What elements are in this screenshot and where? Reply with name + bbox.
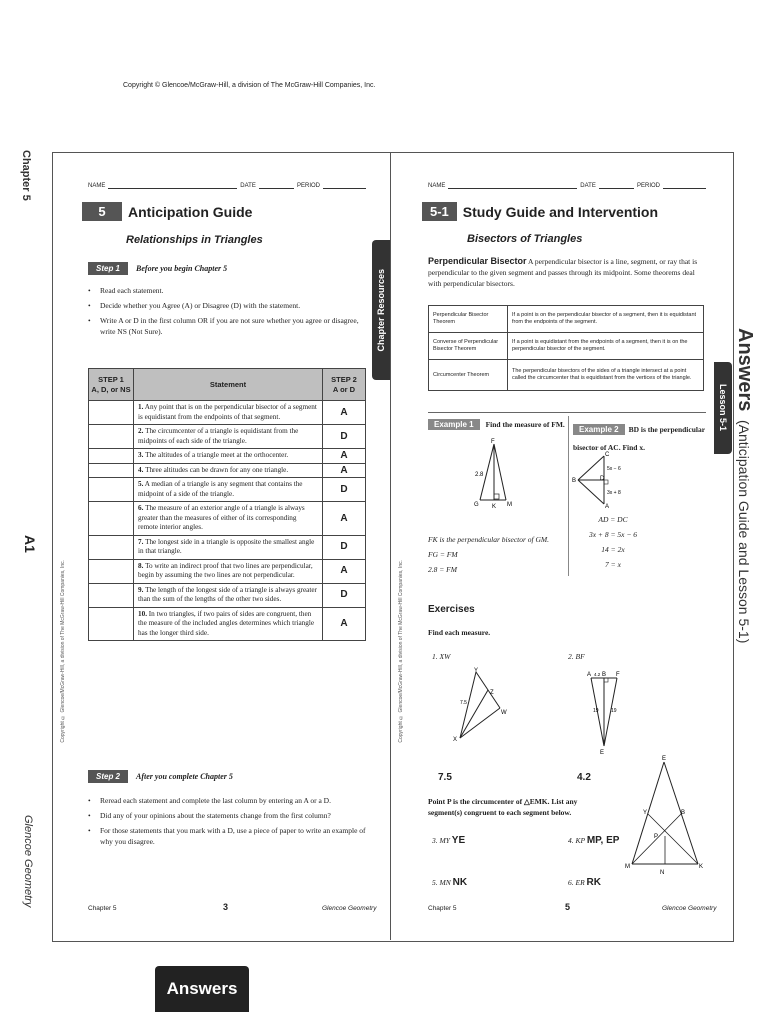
statement-text: Three altitudes can be drawn for any one triangle. — [145, 465, 289, 474]
left-footer-book: Glencoe Geometry — [322, 905, 377, 912]
col-step2: STEP 2 A or D — [323, 369, 366, 401]
label-length: 7.5 — [460, 700, 467, 706]
label-N: N — [660, 870, 665, 876]
step2-answer[interactable]: D — [323, 425, 366, 449]
step2-answer[interactable]: D — [323, 583, 366, 607]
lesson-tab-label: Lesson 5-1 — [718, 384, 728, 432]
label-Y: Y — [643, 810, 648, 816]
table-header-row — [89, 369, 366, 401]
lesson-number: 5-1 — [422, 202, 457, 221]
label-B: B — [681, 810, 686, 816]
label-C: C — [605, 452, 610, 458]
book-side-label: Glencoe Geometry — [22, 815, 34, 908]
right-footer-chapter: Chapter 5 — [428, 905, 457, 912]
left-name-line — [88, 182, 366, 189]
name-blank[interactable] — [108, 182, 237, 189]
statement-cell — [134, 478, 323, 502]
solution-line: 14 = 2x — [601, 545, 625, 554]
step1-cell[interactable] — [89, 559, 134, 583]
lesson-number: 5 — [82, 202, 122, 221]
right-footer-page: 5 — [565, 902, 571, 912]
bullet-item: • Reread each statement and complete the last column by entering an A or a D. — [88, 795, 368, 806]
statement-number: 4. — [138, 465, 144, 474]
statement-text: The altitudes of a triangle meet at the orthocenter. — [145, 451, 289, 459]
exercises-intro: Find each measure. — [428, 628, 491, 637]
label-A: A — [587, 672, 592, 678]
step1-cell[interactable] — [89, 607, 134, 641]
table-row — [89, 559, 366, 583]
theorem-desc: If a point is on the perpendicular bisector of a segment, then it is equidistant from the endpoints of the segment. — [508, 306, 704, 333]
step1-header — [88, 262, 227, 275]
label-A: A — [605, 504, 610, 508]
example1-figure — [470, 436, 520, 510]
date-label: DATE — [580, 183, 596, 189]
date-blank[interactable] — [259, 182, 294, 189]
chapter-resources-tab — [372, 240, 390, 380]
statement-number: 3. — [138, 451, 144, 459]
label-W: W — [501, 710, 507, 716]
left-footer-chapter: Chapter 5 — [88, 905, 117, 912]
step2-answer[interactable]: A — [323, 607, 366, 641]
q1-answer: 7.5 — [438, 772, 452, 783]
label-B: B — [572, 478, 577, 484]
chapter-resources-label: Chapter Resources — [376, 268, 386, 352]
label-F: F — [491, 439, 495, 445]
page-subtitle: Bisectors of Triangles — [467, 233, 583, 245]
step2-answer[interactable]: D — [323, 535, 366, 559]
bullet-item: • Write A or D in the first column OR if you are not sure whether you agree or disagree, write NS (Not Sure). — [88, 315, 368, 337]
label-Z: Z — [490, 690, 494, 696]
left-footer-page: 3 — [223, 902, 229, 912]
label-top: 4.2 — [594, 672, 601, 677]
chapter-side-label: Chapter 5 — [20, 150, 32, 201]
col-statement: Statement — [134, 369, 323, 401]
theorem-row — [429, 306, 704, 333]
q3 — [432, 835, 465, 846]
left-vertical-copyright: Copyright © Glencoe/McGraw-Hill, a division of The McGraw-Hill Companies, Inc. — [60, 560, 66, 743]
table-row — [89, 425, 366, 449]
page-title: Anticipation Guide — [128, 203, 253, 220]
name-blank[interactable] — [448, 182, 577, 189]
step2-answer[interactable]: A — [323, 502, 366, 536]
example2-tag: Example 2 — [573, 424, 625, 435]
period-blank[interactable] — [663, 182, 706, 189]
step1-cell[interactable] — [89, 401, 134, 425]
theorem-desc: If a point is equidistant from the endpoints of a segment, then it is on the perpendicular bisector of the segment. — [508, 333, 704, 360]
q5-label: 5. MN — [432, 878, 451, 887]
label-M: M — [625, 864, 630, 870]
bullet-item: • For those statements that you mark with a D, use a piece of paper to write an example of why you disagree. — [88, 825, 368, 847]
q5-answer: NK — [452, 877, 468, 888]
label-side2: 19 — [611, 708, 617, 714]
q1-label: 1. XW — [432, 652, 451, 661]
table-row — [89, 478, 366, 502]
statement-cell — [134, 607, 323, 641]
statement-text: To write an indirect proof that two lines are perpendicular, begin by assuming the two lines are not perpendicular. — [138, 561, 313, 579]
statement-text: Any point that is on the perpendicular bisector of a segment is equidistant from the endpoints of that segment. — [138, 403, 317, 421]
bullet-item: • Decide whether you Agree (A) or Disagree (D) with the statement. — [88, 300, 368, 311]
statement-number: 5. — [138, 480, 144, 488]
right-title-bar — [422, 202, 658, 221]
q4-label: 4. KP — [568, 836, 585, 845]
q5 — [432, 877, 467, 888]
solution-line: 7 = x — [605, 560, 621, 569]
step1-cell[interactable] — [89, 478, 134, 502]
example2-text: BD is the perpendicular bisector of AC. Find x. — [573, 425, 705, 452]
date-label: DATE — [240, 183, 256, 189]
table-row — [89, 583, 366, 607]
q6-label: 6. ER — [568, 878, 585, 887]
statement-number: 6. — [138, 504, 144, 512]
step2-header — [88, 770, 233, 783]
right-name-line — [428, 182, 706, 189]
theorem-row — [429, 333, 704, 360]
exercises-heading: Exercises — [428, 604, 475, 615]
page-code: A1 — [22, 535, 38, 553]
copyright-line: Copyright © Glencoe/McGraw-Hill, a division of The McGraw-Hill Companies, Inc. — [123, 82, 376, 89]
step1-cell[interactable] — [89, 463, 134, 478]
right-footer-book: Glencoe Geometry — [662, 905, 717, 912]
step2-answer[interactable]: A — [323, 401, 366, 425]
statement-text: The length of the longest side of a triangle is always greater than the sum of the lengths of the other two sides. — [138, 585, 317, 603]
q6-answer: RK — [586, 877, 601, 888]
bullet-item: • Did any of your opinions about the statements change from the first column? — [88, 810, 368, 821]
solution-line: 3x + 8 = 5x − 6 — [588, 530, 638, 539]
statement-cell — [134, 425, 323, 449]
label-top: 5x − 6 — [607, 466, 621, 472]
theorem-desc: The perpendicular bisectors of the sides of a triangle intersect at a point called the circumcenter that is equidistant from the vertices of the triangle. — [508, 360, 704, 391]
solution-line: 2.8 = FM — [428, 565, 458, 574]
circumcenter-figure — [622, 752, 708, 878]
q1-figure — [452, 666, 512, 742]
page-subtitle: Relationships in Triangles — [126, 234, 263, 246]
step2-bullets — [88, 795, 368, 851]
label-K: K — [699, 864, 704, 870]
name-label: NAME — [88, 183, 106, 189]
step1-bullets — [88, 285, 368, 341]
label-length: 2.8 — [475, 472, 484, 478]
statement-text: A median of a triangle is any segment that contains the midpoint of a side of the triangle. — [138, 480, 303, 498]
q4 — [568, 835, 619, 846]
anticipation-table — [88, 368, 366, 641]
statement-cell — [134, 559, 323, 583]
solution-line: FK is the perpendicular bisector of GM. — [428, 535, 550, 544]
answers-side-title: Answers — [734, 328, 756, 412]
example1-tag: Example 1 — [428, 419, 480, 430]
col-step1: STEP 1 A, D, or NS — [89, 369, 134, 401]
q2-answer: 4.2 — [577, 772, 591, 783]
statement-number: 10. — [138, 609, 147, 618]
example1-solution — [428, 534, 549, 575]
example1-text: Find the measure of FM. — [485, 420, 565, 429]
answers-bottom-tab — [155, 966, 249, 1012]
statement-number: 2. — [138, 427, 144, 435]
statement-cell — [134, 449, 323, 464]
label-K: K — [492, 504, 497, 510]
label-P: P — [654, 834, 659, 840]
theorem-name: Circumcenter Theorem — [429, 360, 508, 391]
pb-intro — [428, 256, 706, 289]
label-X: X — [453, 737, 458, 742]
q4-answer: MP, EP — [586, 835, 620, 846]
q6 — [568, 877, 601, 888]
table-row — [89, 401, 366, 425]
step2-answer[interactable]: A — [323, 449, 366, 464]
table-row — [89, 449, 366, 464]
example-vertical-divider — [568, 416, 569, 576]
q2-label: 2. BF — [568, 652, 585, 661]
statement-text: The measure of an exterior angle of a triangle is always greater than the measures of either of its corresponding remote interior angles. — [138, 504, 305, 531]
step1-text: Before you begin Chapter 5 — [136, 264, 228, 273]
statement-number: 7. — [138, 537, 144, 546]
period-label: PERIOD — [637, 183, 661, 189]
theorem-row — [429, 360, 704, 391]
label-D: D — [600, 476, 605, 482]
statement-text: The circumcenter of a triangle is equidistant from the midpoints of each side of the triangle. — [138, 427, 299, 445]
pb-text: A perpendicular bisector is a line, segment, or ray that is perpendicular to the given segment and passes through its midpoint. Some theorems deal with perpendicular bisectors. — [428, 257, 698, 288]
left-title-bar — [82, 202, 252, 221]
statement-number: 9. — [138, 585, 144, 594]
page-divider — [390, 152, 391, 940]
step1-cell[interactable] — [89, 502, 134, 536]
step2-text: After you complete Chapter 5 — [136, 772, 233, 781]
answers-bottom-label: Answers — [166, 979, 238, 998]
statement-cell — [134, 463, 323, 478]
example2-figure — [570, 450, 630, 508]
page-title: Study Guide and Intervention — [462, 203, 659, 220]
statement-text: The longest side in a triangle is opposite the smallest angle in that triangle. — [138, 537, 315, 555]
q3-label: 3. MY — [432, 836, 450, 845]
bullet-item: • Read each statement. — [88, 285, 368, 296]
example2-solution — [578, 514, 648, 570]
table-body — [89, 401, 366, 641]
period-blank[interactable] — [323, 182, 366, 189]
statement-cell — [134, 502, 323, 536]
table-row — [89, 607, 366, 641]
period-label: PERIOD — [297, 183, 321, 189]
theorem-name: Converse of Perpendicular Bisector Theorem — [429, 333, 508, 360]
step2-answer[interactable]: A — [323, 559, 366, 583]
step2-tag: Step 2 — [88, 770, 128, 783]
label-side1: 19 — [593, 708, 599, 714]
example-divider — [428, 412, 706, 413]
label-B: B — [602, 672, 607, 678]
theorem-name: Perpendicular Bisector Theorem — [429, 306, 508, 333]
q2-figure — [585, 666, 625, 756]
table-row — [89, 463, 366, 478]
step1-cell[interactable] — [89, 535, 134, 559]
solution-line: FG = FM — [428, 550, 458, 559]
label-bottom: 3x + 8 — [607, 490, 621, 496]
step1-tag: Step 1 — [88, 262, 128, 275]
name-label: NAME — [428, 183, 446, 189]
right-vertical-copyright: Copyright © Glencoe/McGraw-Hill, a division of The McGraw-Hill Companies, Inc. — [398, 560, 404, 743]
circumcenter-prompt: Point P is the circumcenter of △EMK. List any segment(s) congruent to each segment below. — [428, 797, 578, 817]
step2-answer[interactable]: A — [323, 463, 366, 478]
statement-cell — [134, 535, 323, 559]
statement-cell — [134, 583, 323, 607]
step1-cell[interactable] — [89, 425, 134, 449]
statement-text: In two triangles, if two pairs of sides are congruent, then the measure of the included angles determines which triangle has the longer third side. — [138, 609, 315, 637]
step2-answer[interactable]: D — [323, 478, 366, 502]
step1-cell[interactable] — [89, 449, 134, 464]
solution-line: AD = DC — [598, 515, 628, 524]
theorem-table — [428, 305, 704, 391]
label-M: M — [507, 502, 512, 508]
date-blank[interactable] — [599, 182, 634, 189]
answers-side-subtitle: (Anticipation Guide and Lesson 5-1) — [736, 420, 752, 644]
label-E: E — [600, 750, 605, 756]
table-row — [89, 535, 366, 559]
table-row — [89, 502, 366, 536]
step1-cell[interactable] — [89, 583, 134, 607]
label-F: F — [616, 672, 620, 678]
label-Y: Y — [474, 668, 479, 674]
statement-cell — [134, 401, 323, 425]
statement-number: 1. — [138, 403, 144, 411]
statement-number: 8. — [138, 561, 144, 570]
label-E: E — [662, 756, 667, 762]
label-G: G — [474, 502, 479, 508]
q3-answer: YE — [451, 835, 466, 846]
example1-header — [428, 419, 565, 430]
pb-heading: Perpendicular Bisector — [428, 256, 527, 266]
